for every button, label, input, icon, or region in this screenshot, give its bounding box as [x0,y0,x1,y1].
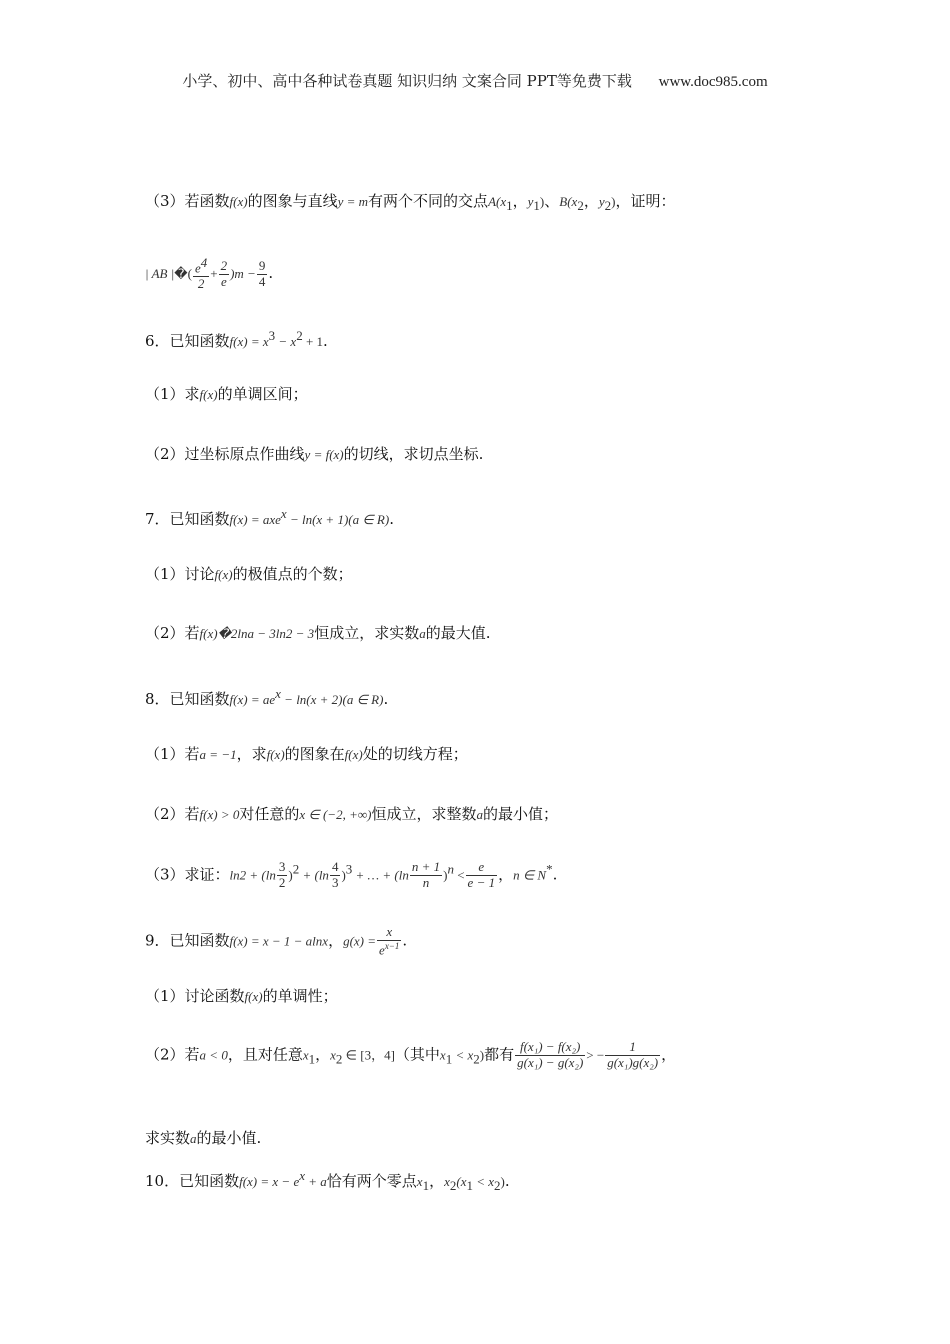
fraction-e-over-e-minus-1: $\frac{e}{e - 1}$ [467,859,496,890]
q7-part1: （1）讨论f(x)的极值点的个数； [145,565,353,583]
fraction-1-over-g-product: $\frac{1}{\text{g(x₁)g(x₂)}}$ [607,1039,659,1070]
q7-part2: （2）若f(x)�2lna − 3ln2 − 3恒成立，求实数a的最大值. [145,624,491,642]
q9-part2: （2）若a < 0，且对任意$x_1$，$x_2$ ∈ [3，4]（其中$x_1 < x_2$)都有 $\frac{\text{f(x₁) − f(x₂)}}{\text{g(x₁) − g(x₂)}}$ > − $\frac{1}{\text{g(x₁)g(x₂)}}$ ， [145,1039,677,1070]
fraction-e4-over-2: $\frac{e^4}{2}$ [194,255,208,292]
fraction-n1-over-n: $\frac{n + 1}{n}$ [411,859,441,890]
header-url[interactable]: www.doc985.com [658,74,768,90]
fraction-f-diff-over-g-diff: $\frac{\text{f(x₁) − f(x₂)}}{\text{g(x₁) − g(x₂)}}$ [517,1039,584,1070]
q8-stem: 8．已知函数$f(x) = ae^x - \ln(x + 2)(a$ ∈ R). [145,686,389,708]
q8-part1: （1）若a = −1，求f(x)的图象在f(x)处的切线方程； [145,745,468,763]
fraction-4-over-3: $\frac{4}{3}$ [331,859,339,890]
q5-part3-inequality: | AB |�( $\frac{e^4}{2}$ + $\frac{2}{e}$ )m − $\frac{9}{4}$ . [145,255,274,292]
q5-part3: （3）若函数f(x)的图象与直线y = m有两个不同的交点$A(x_1$，$y_1$)、$B(x_2$，$y_2$)，证明： [145,192,676,213]
q8-part2: （2）若f(x) > 0对任意的x ∈ (−2, +∞)恒成立，求整数a的最小值； [145,805,558,823]
q7-stem: 7．已知函数f(x) = axe$^x$ − ln(x + 1)(a ∈ R). [145,506,394,528]
header-text: 小学、初中、高中各种试卷真题 知识归纳 文案合同 PPT等免费下载 [182,72,632,90]
q6-part2: （2）过坐标原点作曲线y = f(x)的切线，求切点坐标. [145,445,484,463]
fraction-2-over-e: $\frac{2}{e}$ [220,257,228,289]
q9-part2-cont: 求实数a的最小值. [145,1129,262,1147]
fraction-9-over-4: $\frac{9}{4}$ [258,257,266,289]
fraction-3-over-2: $\frac{3}{2}$ [278,859,286,890]
q6-part1: （1）求f(x)的单调区间； [145,385,308,403]
q10-stem: 10．已知函数$f(x) = x - e^x + a$恰有两个零点$x_1$，$x_2(x_1 < x_2)$. [145,1168,510,1193]
fraction-x-over-exp: $\frac{x}{e^{x-1}}$ [379,924,400,958]
q9-part1: （1）讨论函数f(x)的单调性； [145,987,338,1005]
q9-stem: 9．已知函数f(x) = x − 1 − alnx，g(x) = $\frac{x}{e^{x-1}}$ . [145,924,408,958]
q6-stem: 6．已知函数$f(x) = x^3 - x^2 + 1$. [145,328,328,350]
q8-part3: （3）求证：ln2 + (ln $\frac{3}{2}$ )$^2$ + (ln $\frac{4}{3}$ )$^3$ + … + (ln $\frac{n + 1}{n}$ )$^n$ < $\frac{e}{e - 1}$ ，n ∈ N*. [145,859,558,890]
page-header [0,70,950,91]
